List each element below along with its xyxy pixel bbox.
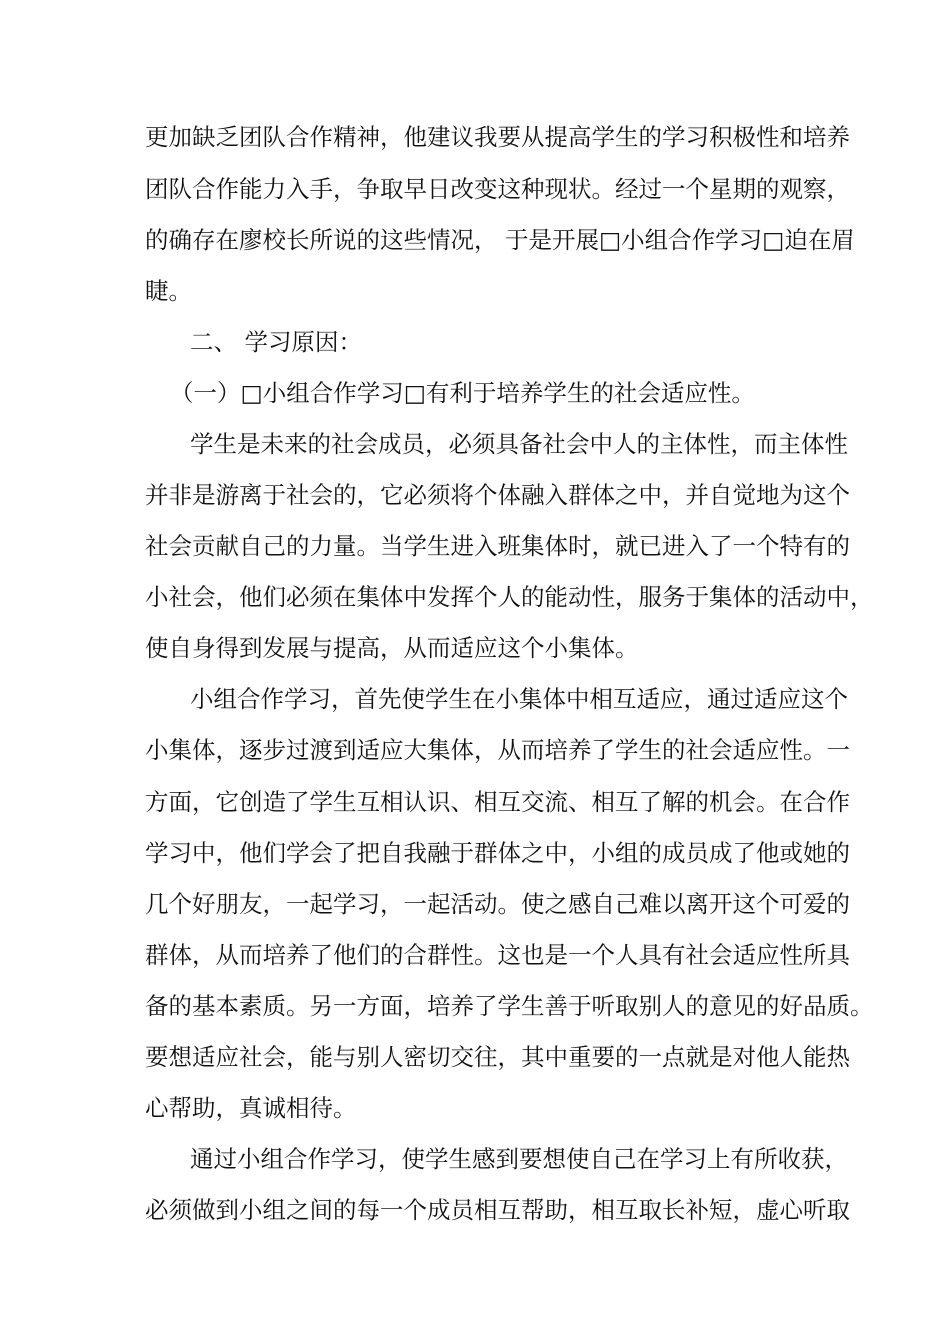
paragraph-1-line-4: 睫。 [145,277,192,305]
paragraph-3-line-6: 群体，从而培养了他们的合群性。这也是一个人具有社会适应性所具 [145,941,850,969]
paragraph-4-line-1: 通过小组合作学习，使学生感到要想使自己在学习上有所收获， [190,1145,848,1173]
paragraph-4-line-2: 必须做到小组之间的每一个成员相互帮助，相互取长补短，虚心听取 [145,1196,850,1224]
paragraph-1-line-2: 团队合作能力入手，争取早日改变这种现状。经过一个星期的观察， [145,175,850,203]
paragraph-3-line-3: 方面，它创造了学生互相认识、相互交流、相互了解的机会。在合作 [145,788,850,816]
paragraph-2-line-3: 社会贡献自己的力量。当学生进入班集体时，就已进入了一个特有的 [145,532,850,560]
paragraph-2-line-2: 并非是游离于社会的，它必须将个体融入群体之中，并自觉地为这个 [145,481,850,509]
paragraph-3-line-2: 小集体，逐步过渡到适应大集体，从而培养了学生的社会适应性。一 [145,736,850,764]
paragraph-1-line-1: 更加缺乏团队合作精神，他建议我要从提高学生的学习积极性和培养 [145,123,850,151]
paragraph-1-line-3: 的确存在廖校长所说的这些情况， 于是开展□小组合作学习□迫在眉 [145,226,855,254]
paragraph-3-line-8: 要想适应社会，能与别人密切交往，其中重要的一点就是对他人能热 [145,1043,850,1071]
paragraph-3-line-9: 心帮助，真诚相待。 [145,1094,357,1122]
paragraph-2-line-4: 小社会，他们必须在集体中发挥个人的能动性，服务于集体的活动中， [145,583,874,611]
paragraph-3-line-1: 小组合作学习，首先使学生在小集体中相互适应，通过适应这个 [190,685,848,713]
paragraph-3-line-7: 备的基本素质。另一方面，培养了学生善于听取别人的意见的好品质。 [145,992,874,1020]
paragraph-2-line-5: 使自身得到发展与提高，从而适应这个小集体。 [145,634,639,662]
paragraph-3-line-4: 学习中，他们学会了把自我融于群体之中，小组的成员成了他或她的 [145,839,850,867]
subsection-heading: （一）□小组合作学习□有利于培养学生的社会适应性。 [170,379,755,407]
section-heading: 二、 学习原因： [190,328,362,356]
paragraph-3-line-5: 几个好朋友，一起学习，一起活动。使之感自己难以离开这个可爱的 [145,890,850,918]
paragraph-2-line-1: 学生是未来的社会成员，必须具备社会中人的主体性，而主体性 [190,430,848,458]
